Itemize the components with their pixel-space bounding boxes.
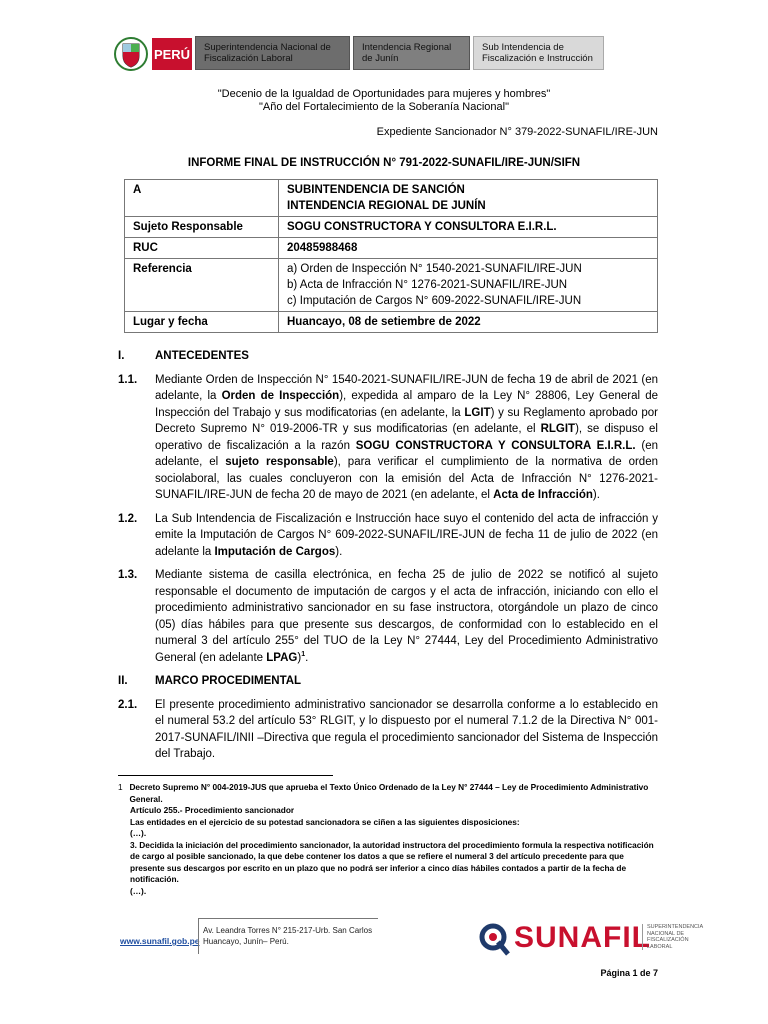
footnote-line: (…). (130, 885, 147, 896)
text-run-bold: RLGIT (540, 423, 576, 435)
subtitle-line: SUPERINTENDENCIA (647, 924, 704, 930)
paragraph-number: 2.1. (118, 698, 138, 711)
text-run: ), para verificar el cumplimiento de la normativa de orden sociolaboral, las cuales concluyeron con la emisión del Acta de Infracción N° 1276-2021- SUNAFIL/IRE-JUN de fecha 20 de mayo de 2021 (en adelante, el (155, 456, 658, 501)
footnote-line: Artículo 255.- Procedimiento sancionador (130, 805, 295, 815)
address-line-1: Av. Leandra Torres N° 215-217-Urb. San Carlos (203, 926, 373, 935)
table-row (125, 312, 658, 333)
text-run-bold: LPAG (266, 651, 298, 664)
paragraph-text: El presente procedimiento administrativo sancionador se desarrolla conforme a lo establecido en el numeral 53.2 del artículo 53° RLGIT, y lo dispuesto por el numeral 7.1.2 de la Directiva N° 001-2017-SUNAFIL/INII –Directiva que regula el procedimiento sancionador del Sistema de Inspección del Trabajo. (155, 698, 658, 760)
row-value-a (279, 180, 658, 217)
table-row (125, 238, 658, 259)
row-label-a: A (125, 180, 279, 217)
footnote (118, 782, 658, 897)
text-run-bold: Acta de Infracción (493, 489, 593, 501)
row-value-ruc: 20485988468 (279, 238, 658, 259)
footnote-line: (…). (130, 828, 147, 838)
text-run: ) (297, 651, 302, 664)
footnote-row (118, 782, 658, 805)
ref-b: b) Acta de Infracción N° 1276-2021-SUNAFIL/IRE-JUN (287, 279, 568, 291)
section-title: MARCO PROCEDIMENTAL (155, 675, 302, 687)
paragraph-number: 1.2. (118, 512, 138, 525)
footnote-divider (118, 775, 333, 776)
document-title: INFORME FINAL DE INSTRUCCIÓN N° 791-2022-SUNAFIL/IRE-JUN/SIFN (187, 157, 581, 169)
paragraph-number: 1.1. (118, 373, 138, 386)
text-run-bold: LGIT (464, 406, 491, 419)
section-marco-procedimental (118, 673, 658, 690)
text-run: Mediante Orden de Inspección N° 1540-2021-SUNAFIL/IRE-JUN de fecha 19 de abril de 2021 (en adelante, la (155, 373, 658, 402)
ref-c: c) Imputación de Cargos N° 609-2022-SUNAFIL/IRE-JUN (287, 295, 582, 307)
footnote-line: Decreto Supremo N° 004-2019-JUS que aprueba el Texto Único Ordenado de la Ley N° 27444 – Ley de Procedimiento Administrativo General. (129, 782, 649, 804)
expediente-number: Expediente Sancionador N° 379-2022-SUNAFIL/IRE-JUN (376, 126, 658, 138)
a-line-1: SUBINTENDENCIA DE SANCIÓN (287, 184, 465, 196)
table-row (125, 217, 658, 238)
address-line-2: Huancayo, Junín– Perú. (203, 937, 289, 946)
paragraph-text (155, 372, 658, 504)
text-run-bold: Orden de Inspección (221, 390, 340, 402)
text-run: ) y su Reglamento aprobado por Decreto Supremo N° 019-2006-TR y sus modificatorias (en adelante, el (155, 406, 659, 435)
row-value-sujeto: SOGU CONSTRUCTORA Y CONSULTORA E.I.R.L. (279, 217, 658, 238)
row-value-referencia (279, 259, 658, 312)
footnote-line: 3. Decidida la iniciación del procedimiento sancionador, la autoridad instructora del procedimiento formula la respectiva notificación de cargo al posible sancionado, la que debe contener los datos a que se refiere el numeral 3 del artículo precedente para que presente sus descargos por escrito en un plazo que no podrá ser inferior a cinco días hábiles contados a partir de la fecha de notificación. (130, 839, 654, 884)
footnote-number: 1 (118, 782, 123, 792)
row-label-sujeto: Sujeto Responsable (125, 217, 279, 238)
decenio-line-2: "Año del Fortalecimiento de la Soberanía Nacional" (259, 101, 509, 113)
header-box-superintendencia: Superintendencia Nacional de Fiscalización Laboral (195, 36, 350, 70)
text-run-bold: Imputación de Cargos (214, 545, 336, 558)
footnote-line: Las entidades en el ejercicio de su potestad sancionadora se ciñen a las siguientes disposiciones: (130, 816, 520, 827)
paragraph-2-1 (118, 697, 658, 763)
table-row (125, 180, 658, 217)
decenio-text (0, 88, 768, 114)
paragraph-text (155, 567, 658, 666)
section-antecedentes (118, 348, 658, 365)
paragraph-text (155, 511, 658, 561)
footer-divider (198, 918, 199, 954)
text-run: ). (592, 489, 600, 501)
row-label-ruc: RUC (125, 238, 279, 259)
decenio-line-1: "Decenio de la Igualdad de Oportunidades para mujeres y hombres" (217, 88, 551, 100)
sunafil-logo (478, 920, 651, 956)
peru-flag-label: PERÚ (152, 38, 192, 70)
text-run: La Sub Intendencia de Fiscalización e Instrucción hace suyo el contenido del acta de infracción y emite la Imputación de Cargos N° 609-2022-SUNAFIL/IRE-JUN de fecha 11 de julio de 2022 (en adelante la (155, 512, 658, 558)
text-run: ). (335, 545, 343, 558)
sunafil-subtitle (642, 924, 703, 950)
website-link[interactable]: www.sunafil.gob.pe (120, 936, 200, 946)
page-number: Página 1 de 7 (600, 968, 658, 978)
footer-divider (198, 918, 378, 919)
footnote-ref[interactable]: 1 (301, 650, 306, 658)
paragraph-1-2 (118, 511, 658, 561)
table-row (125, 259, 658, 312)
paragraph-number: 1.3. (118, 569, 138, 581)
section-number: II. (118, 675, 128, 687)
a-line-2: INTENDENCIA REGIONAL DE JUNÍN (287, 200, 486, 212)
row-label-lugar: Lugar y fecha (125, 312, 279, 333)
text-run-bold: sujeto responsable (225, 456, 334, 468)
header-box-intendencia: Intendencia Regional de Junín (353, 36, 470, 70)
text-run: ), expedida al amparo de la Ley N° 28806, Ley General de Inspección del Trabajo y sus modificatorias (en adelante, la (155, 390, 658, 419)
paragraph-1-3 (118, 567, 658, 666)
text-run: . (305, 651, 309, 664)
text-run: ), se dispuso el operativo de fiscalización a la razón (155, 423, 658, 452)
text-run: Mediante sistema de casilla electrónica, en fecha 25 de julio de 2022 se notificó al sujeto responsable el documento de imputación de cargos y el acta de infracción, iniciando con ello el procedimiento administrativo sancionador en su fase instructora, otorgándole un plazo de cinco (05) días hábiles para que presente sus descargos, de conformidad con lo establecido en el numeral 3 del artículo 255° del TUO de la Ley N° 27444, Ley del Procedimiento Administrativo General (en adelante (155, 569, 658, 664)
paragraph-1-1 (118, 372, 658, 504)
row-value-lugar: Huancayo, 08 de setiembre de 2022 (279, 312, 658, 333)
footer-address (203, 925, 372, 947)
coat-of-arms-icon (112, 36, 150, 72)
sunafil-wordmark: SUNAFIL (514, 921, 651, 954)
section-title: ANTECEDENTES (155, 350, 249, 362)
text-run-bold: SOGU CONSTRUCTORA Y CONSULTORA E.I.R.L. (355, 439, 636, 452)
row-label-referencia: Referencia (125, 259, 279, 312)
subtitle-line: LABORAL (647, 943, 673, 950)
subtitle-line: FISCALIZACIÓN (647, 937, 689, 943)
header-box-subintendencia: Sub Intendencia de Fiscalización e Instrucción (473, 36, 604, 70)
sunafil-mark-icon (478, 920, 512, 956)
ref-a: a) Orden de Inspección N° 1540-2021-SUNAFIL/IRE-JUN (287, 263, 582, 275)
section-number: I. (118, 350, 125, 362)
text-run: (en adelante, el (155, 439, 658, 468)
document-body (118, 348, 658, 770)
subtitle-line: NACIONAL DE (647, 930, 685, 937)
info-table (124, 179, 658, 333)
